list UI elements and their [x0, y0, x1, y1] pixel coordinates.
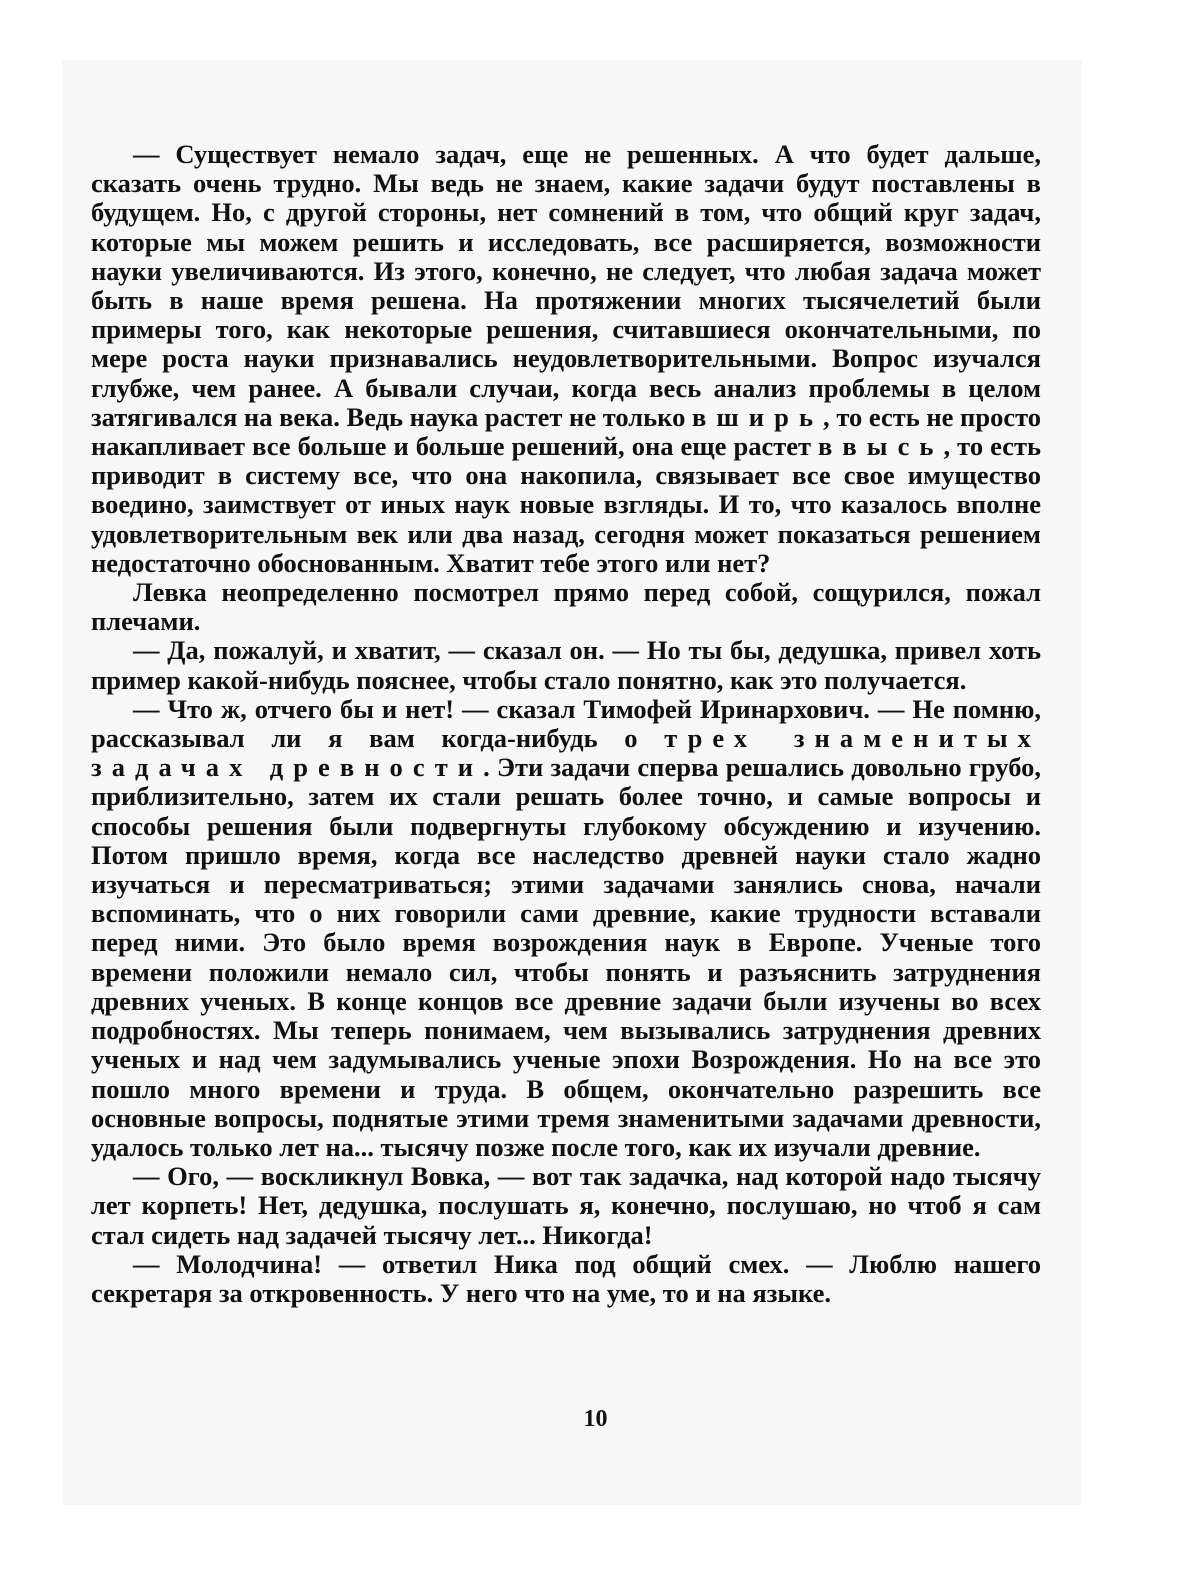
- emphasis-spaced: вширь: [691, 401, 824, 432]
- text-span: , то есть не просто накапливает все больше и больше решений, она еще растет: [91, 401, 1041, 462]
- paragraph: [91, 1250, 1041, 1308]
- paragraph: [91, 695, 1041, 1162]
- paragraph: [91, 578, 1041, 636]
- text-span: — Ого, — воскликнул Вовка, — вот так задачка, над которой надо тысячу лет корпеть! Нет, дедушка, послушать я, конечно, послушаю, но чтоб я сам стал сидеть над задачей тысячу лет... Никогда!: [91, 1161, 1041, 1250]
- emphasis-spaced: ввысь: [818, 431, 944, 462]
- text-span: , то есть приводит в систему все, что она накопила, связывает все свое имущество воедино, заимствует от иных наук новые взгляды. И то, что казалось вполне удовлетворительным век или два назад, сегодня может показаться решением недостаточно обоснованным. Хватит тебе этого или нет?: [91, 431, 1041, 578]
- paragraph: [91, 1162, 1041, 1250]
- text-span: — Молодчина! — ответил Ника под общий смех. — Люблю нашего секретаря за откровенность. У него что на уме, то и на языке.: [91, 1248, 1041, 1308]
- text-span: — Существует немало задач, еще не решенных. А что будет дальше, сказать очень трудно. Мы ведь не знаем, какие задачи будут поставлены в будущем. Но, с другой стороны, нет сомнений в том, что общий круг задач, которые мы можем решить и исследовать, все расширяется, возможности науки увеличиваются. Из этого, конечно, не следует, что любая задача может быть в наше время решена. На протяжении многих тысячелетий были примеры того, как некоторые решения, считавшиеся окончательными, по мере роста науки признавались неудовлетворительными. Вопрос изучался глубже, чем ранее. А бывали случаи, когда весь анализ проблемы в целом затягивался на века. Ведь наука растет не только: [91, 139, 1041, 432]
- text-span: — Что ж, отчего бы и нет! — сказал Тимофей Иринархович. — Не помню, рассказывал ли я вам когда-нибудь о: [91, 693, 1041, 754]
- text-span: Левка неопределенно посмотрел прямо перед собой, сощурился, пожал плечами.: [91, 577, 1041, 637]
- text-span: . Эти задачи сперва решались довольно грубо, приблизительно, затем их стали решать более точно, и самые вопросы и способы решения были подвергнуты глубокому обсуждению и изучению. Потом пришло время, когда все наследство древней науки стало жадно изучаться и пересматриваться; этими задачами занялись снова, начали вспоминать, что о них говорили сами древние, какие трудности вставали перед ними. Это было время возрождения наук в Европе. Ученые того времени положили немало сил, чтобы понять и разъяснить затруднения древних ученых. В конце концов все древние задачи были изучены во всех подробностях. Мы теперь понимаем, чем вызывались затруднения древних ученых и над чем задумывались ученые эпохи Возрождения. Но на все это пошло много времени и труда. В общем, окончательно разрешить все основные вопросы, поднятые этими тремя знаменитыми задачами древности, удалось только лет на... тысячу позже после того, как их изучали древние.: [91, 752, 1041, 1162]
- body-text: [91, 140, 1041, 1308]
- paragraph: [91, 636, 1041, 694]
- page-number: 10: [583, 1406, 608, 1432]
- text-span: — Да, пожалуй, и хватит, — сказал он. — Но ты бы, дедушка, привел хоть пример какой-нибудь пояснее, чтобы стало понятно, как это получается.: [91, 635, 1041, 695]
- emphasis-spaced: трех знаменитых задачах древности: [91, 723, 1041, 783]
- paragraph: [91, 140, 1041, 578]
